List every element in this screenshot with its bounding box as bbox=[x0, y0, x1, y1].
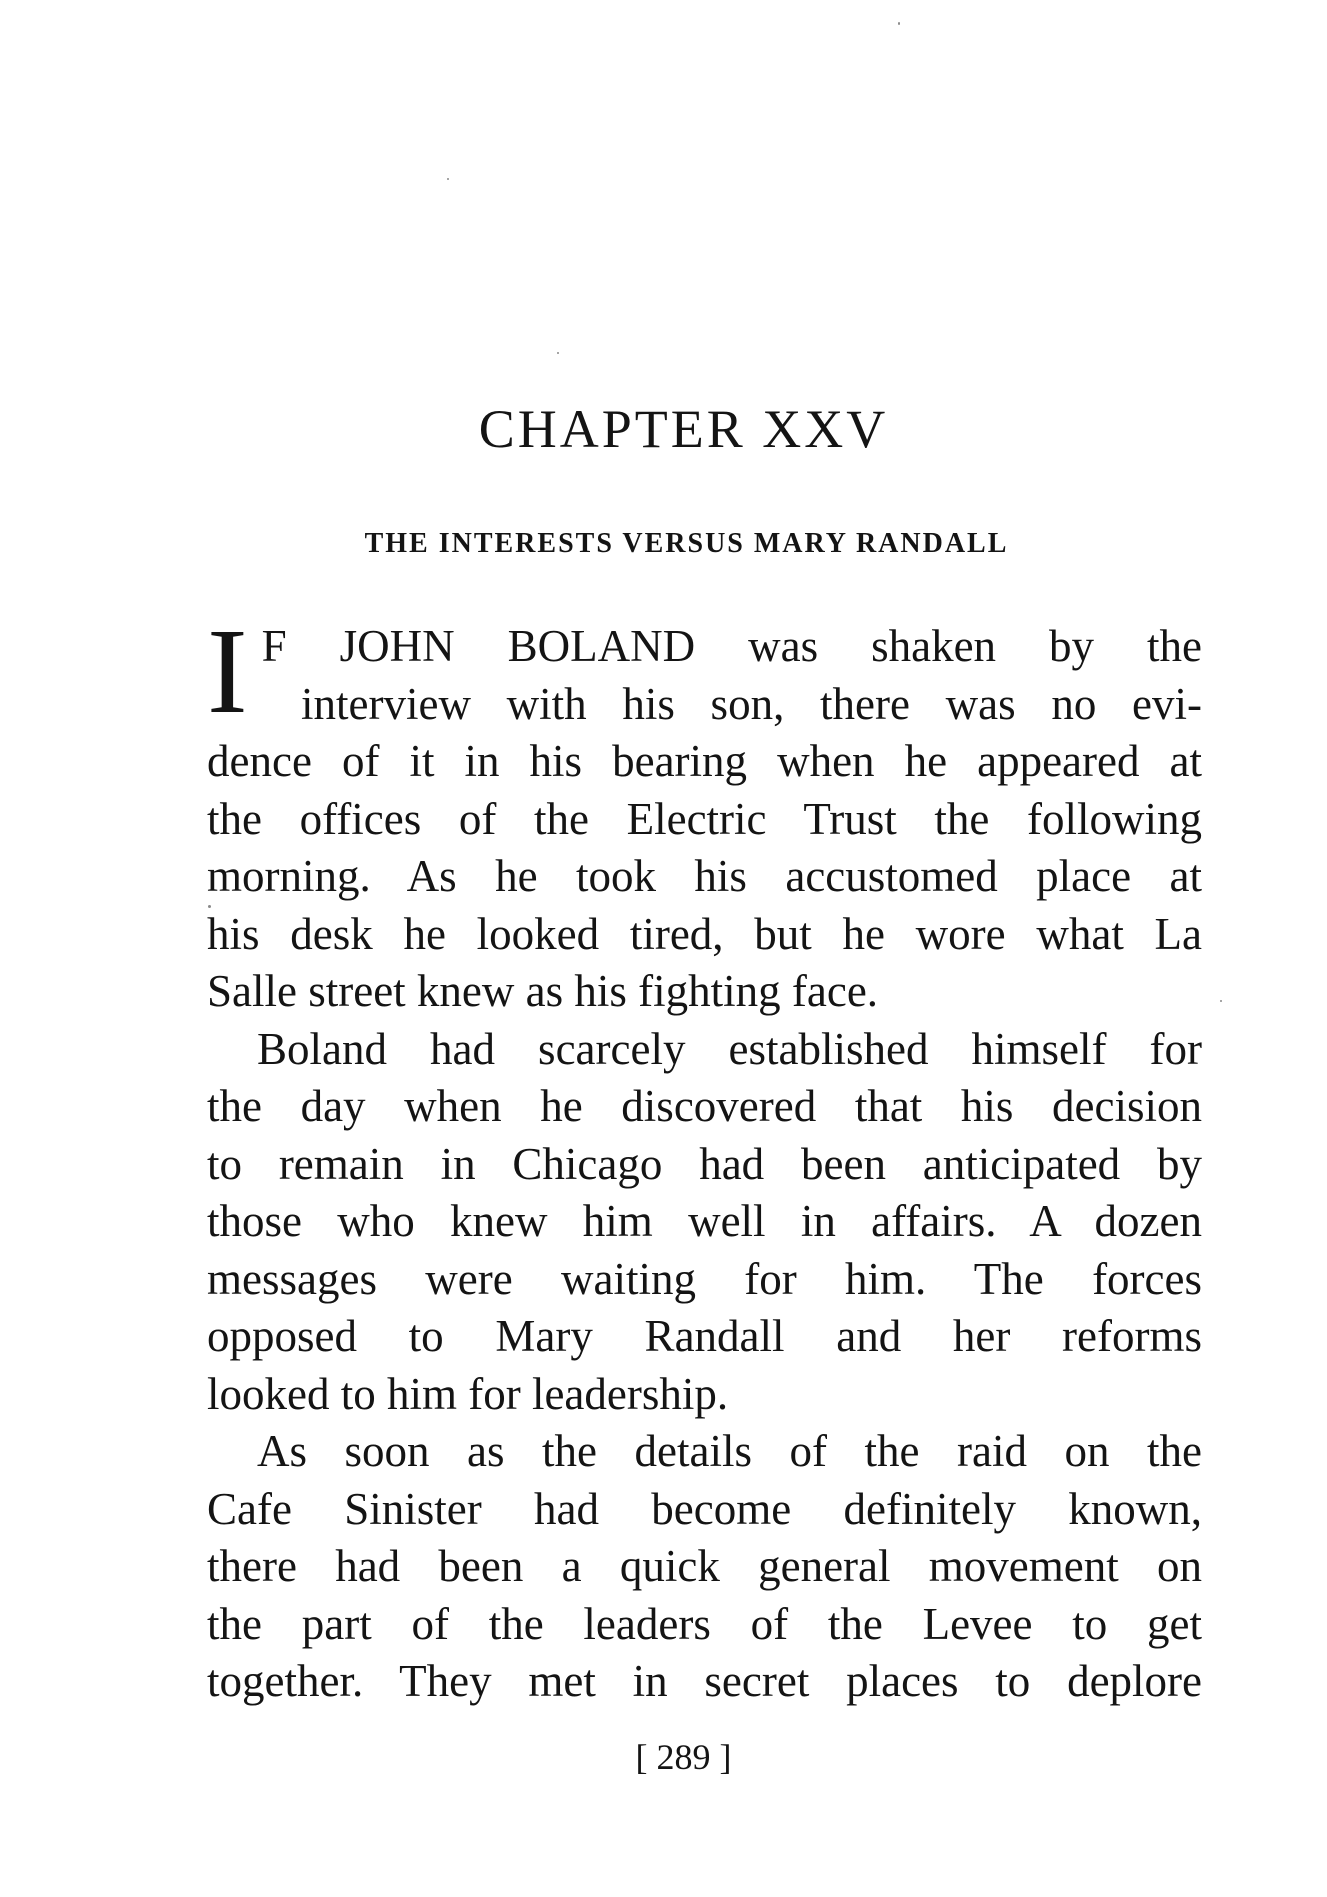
text-line: F JOHN BOLAND was shaken by the bbox=[261, 621, 1202, 671]
scan-speck bbox=[447, 178, 449, 180]
text-line: Boland had scarcely established himself for bbox=[257, 1023, 1202, 1074]
paragraph bbox=[207, 1021, 1202, 1424]
drop-cap: I bbox=[207, 604, 248, 739]
text-line: looked to him for leadership. bbox=[207, 1368, 729, 1419]
paragraph bbox=[207, 604, 1202, 1021]
page-number: [ 289 ] bbox=[635, 1737, 732, 1777]
text-line: interview with his son, there was no evi- bbox=[301, 678, 1202, 729]
scan-speck bbox=[898, 22, 900, 25]
text-line: morning. As he took his accustomed place at bbox=[207, 851, 1202, 901]
text-line: the day when he discovered that his decision bbox=[207, 1081, 1202, 1131]
text-line: As soon as the details of the raid on the bbox=[257, 1426, 1202, 1476]
scan-speck bbox=[1220, 1000, 1222, 1002]
text-line: Cafe Sinister had become definitely known, bbox=[207, 1483, 1202, 1534]
chapter-subtitle: THE INTERESTS VERSUS MARY RANDALL bbox=[364, 528, 1009, 559]
body-text bbox=[207, 604, 1202, 1711]
text-line: there had been a quick general movement on bbox=[207, 1541, 1202, 1591]
text-line: opposed to Mary Randall and her reforms bbox=[207, 1311, 1202, 1361]
text-line: those who knew him well in affairs. A dozen bbox=[207, 1196, 1202, 1246]
paragraph bbox=[207, 1423, 1202, 1711]
text-line: his desk he looked tired, but he wore what La bbox=[207, 908, 1202, 959]
chapter-heading: CHAPTER XXV bbox=[478, 399, 889, 459]
text-line: dence of it in his bearing when he appeared at bbox=[207, 736, 1202, 786]
text-line: to remain in Chicago had been anticipated by bbox=[207, 1138, 1202, 1189]
text-line: together. They met in secret places to deplore bbox=[207, 1656, 1202, 1706]
scan-speck bbox=[557, 352, 559, 354]
scan-speck bbox=[208, 905, 211, 908]
text-line: Salle street knew as his fighting face. bbox=[207, 966, 879, 1016]
text-line: the part of the leaders of the Levee to get bbox=[207, 1598, 1202, 1649]
text-line: the offices of the Electric Trust the following bbox=[207, 793, 1202, 844]
text-line: messages were waiting for him. The forces bbox=[207, 1253, 1202, 1304]
